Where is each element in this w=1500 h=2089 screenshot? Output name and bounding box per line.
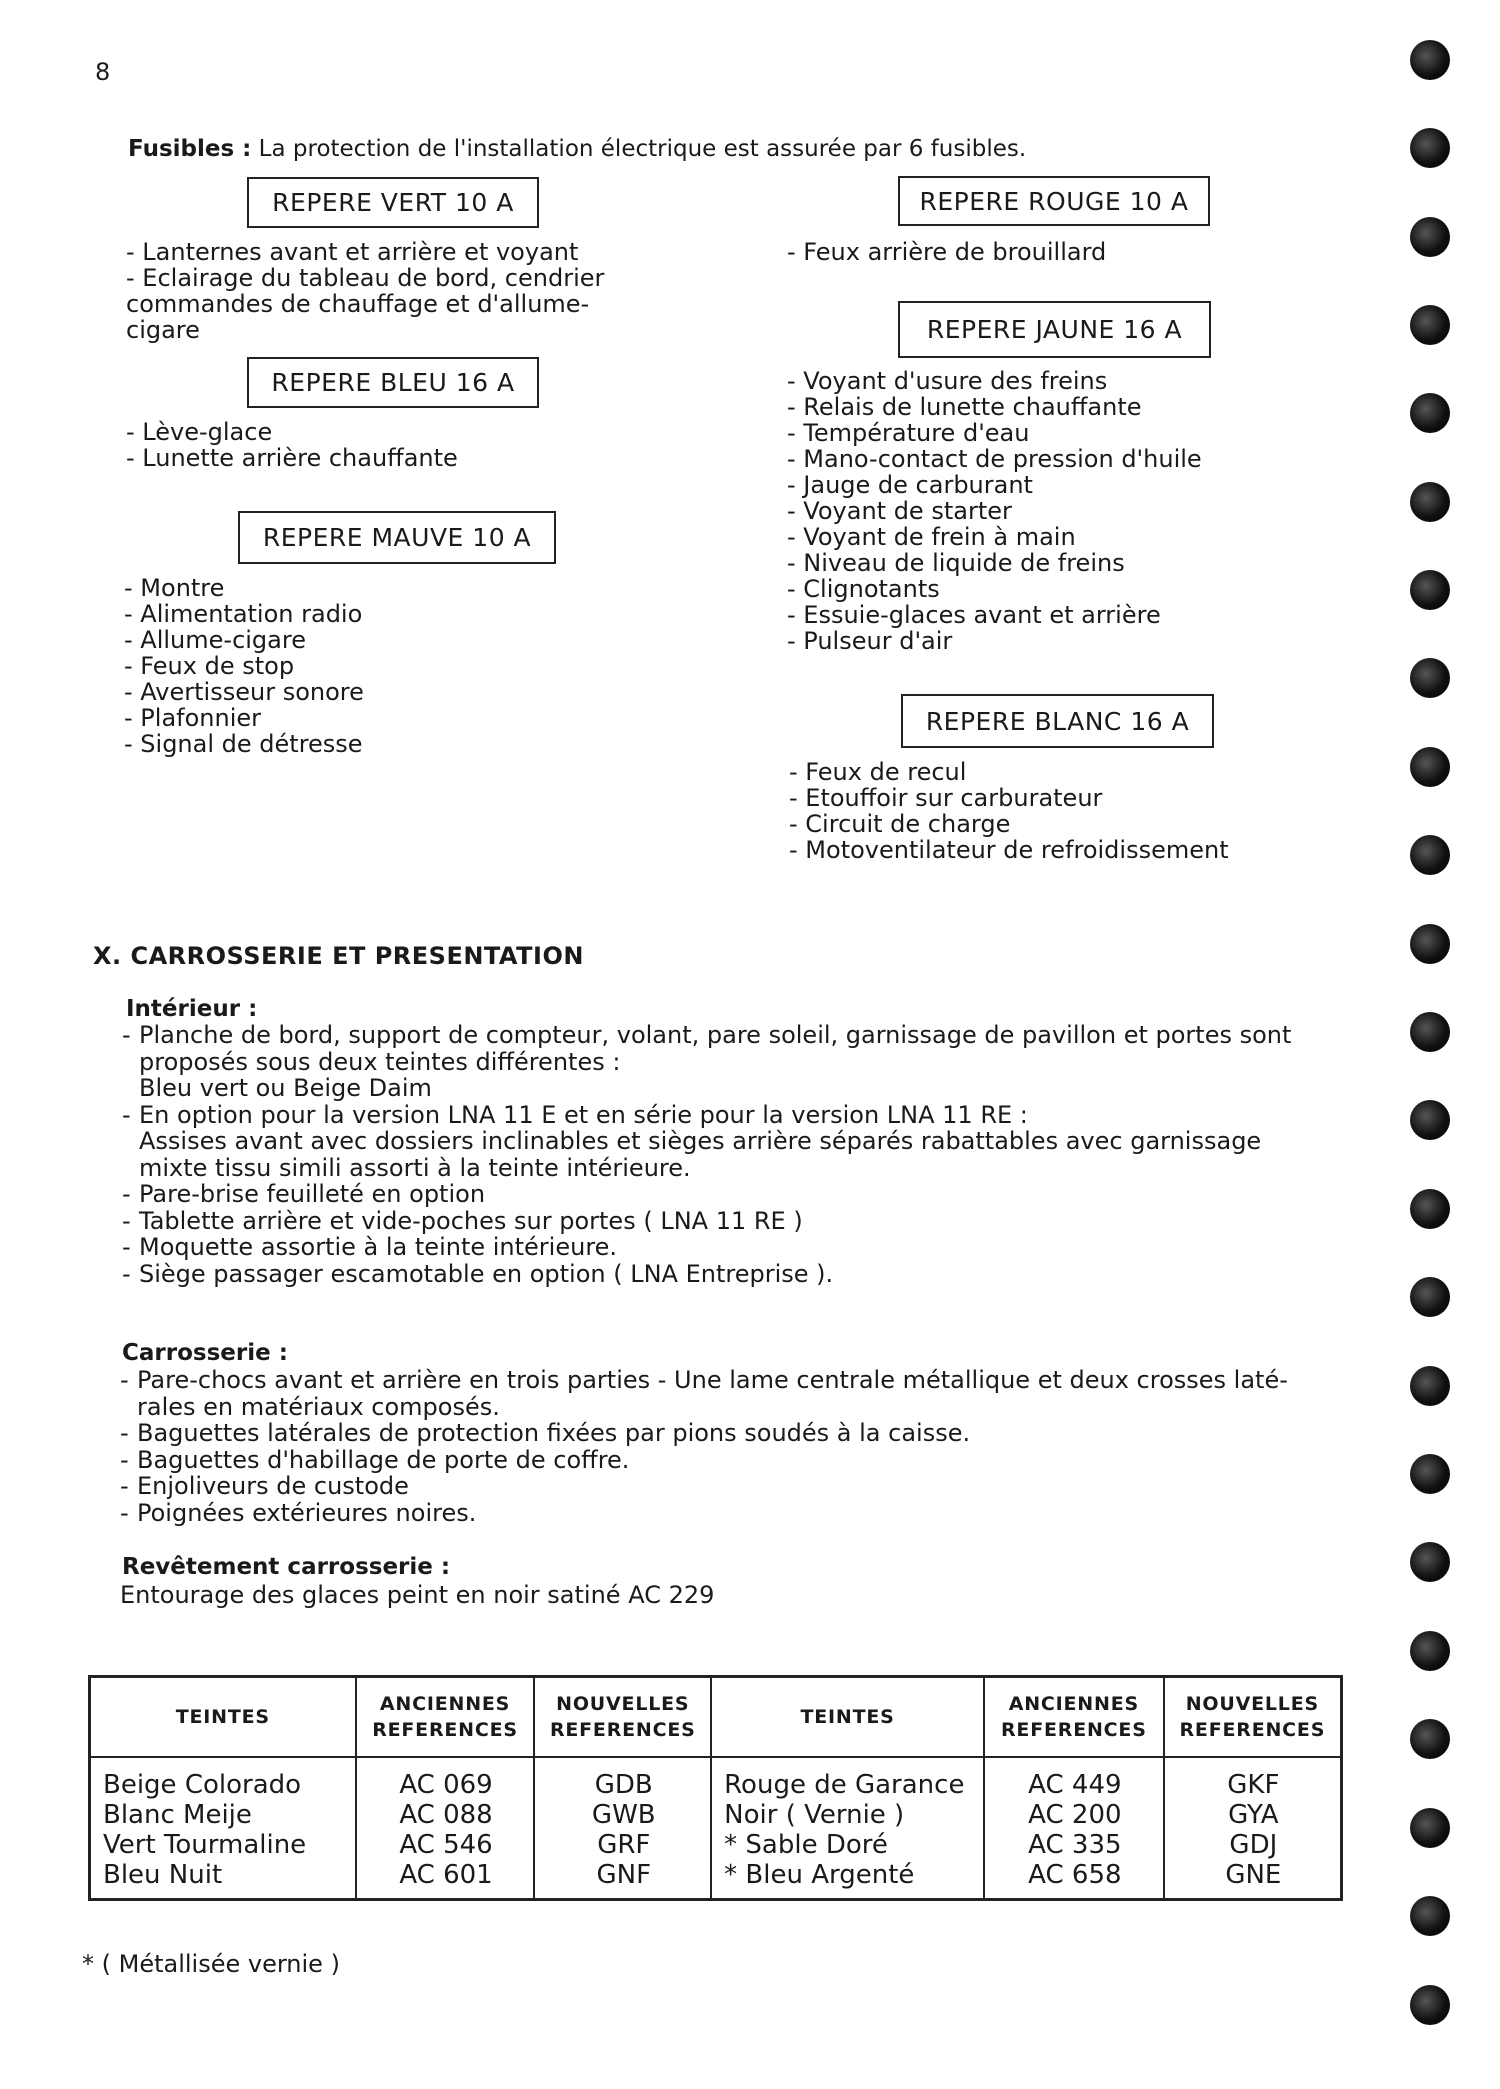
interieur-heading: Intérieur : bbox=[126, 996, 258, 1022]
list-item: - Moquette assortie à la teinte intérieure. bbox=[122, 1233, 618, 1261]
punch-hole bbox=[1410, 658, 1450, 698]
section-title: X. CARROSSERIE ET PRESENTATION bbox=[93, 942, 584, 970]
fuse-marker-blanc: REPERE BLANC 16 A bbox=[901, 694, 1214, 748]
punch-hole bbox=[1410, 1542, 1450, 1582]
table-cell: Rouge de Garance Noir ( Vernie ) * Sable Doré * Bleu Argenté bbox=[711, 1757, 984, 1900]
list-item: - Lève-glace bbox=[126, 419, 646, 445]
fuse-marker-vert: REPERE VERT 10 A bbox=[247, 177, 539, 228]
list-item: - Baguettes d'habillage de porte de coffre. bbox=[120, 1445, 630, 1474]
list-item: - Lanternes avant et arrière et voyant bbox=[126, 239, 646, 265]
table-cell: GDB GWB GRF GNF bbox=[534, 1757, 711, 1900]
list-item: - Avertisseur sonore bbox=[124, 679, 644, 705]
punch-hole bbox=[1410, 1631, 1450, 1671]
table-cell: AC 449 AC 200 AC 335 AC 658 bbox=[984, 1757, 1164, 1900]
punch-hole bbox=[1410, 217, 1450, 257]
list-item: - Clignotants bbox=[787, 576, 1327, 602]
punch-hole bbox=[1410, 835, 1450, 875]
header-teintes: TEINTES bbox=[90, 1677, 356, 1758]
punch-hole bbox=[1410, 1189, 1450, 1229]
header-anciennes-references: ANCIENNES REFERENCES bbox=[356, 1677, 535, 1758]
punch-hole bbox=[1410, 1277, 1450, 1317]
list-item: - Etouffoir sur carburateur bbox=[789, 785, 1329, 811]
footnote: * ( Métallisée vernie ) bbox=[82, 1950, 340, 1978]
list-item: - Pulseur d'air bbox=[787, 628, 1327, 654]
list-item: - Alimentation radio bbox=[124, 601, 644, 627]
page-number: 8 bbox=[95, 58, 111, 86]
list-item: - Motoventilateur de refroidissement bbox=[789, 837, 1329, 863]
list-item: - Jauge de carburant bbox=[787, 472, 1327, 498]
list-item: - Feux de stop bbox=[124, 653, 644, 679]
punch-hole bbox=[1410, 1454, 1450, 1494]
punch-hole bbox=[1410, 40, 1450, 80]
table-cell: AC 069 AC 088 AC 546 AC 601 bbox=[356, 1757, 535, 1900]
punch-hole bbox=[1410, 305, 1450, 345]
list-item: - Planche de bord, support de compteur, volant, pare soleil, garnissage de pavillon et portes sont proposés sous deux teintes différentes : Bleu vert ou Beige Daim bbox=[122, 1021, 1292, 1102]
punch-hole bbox=[1410, 1012, 1450, 1052]
colors-table bbox=[88, 1675, 1343, 1901]
punch-hole bbox=[1410, 570, 1450, 610]
list-item: - Voyant d'usure des freins bbox=[787, 368, 1327, 394]
list-item: - Niveau de liquide de freins bbox=[787, 550, 1327, 576]
fuses-intro-text: La protection de l'installation électrique est assurée par 6 fusibles. bbox=[251, 136, 1027, 162]
fuse-list-jaune bbox=[787, 368, 1327, 654]
header-anciennes-references: ANCIENNES REFERENCES bbox=[984, 1677, 1164, 1758]
table-header-row bbox=[90, 1677, 1342, 1758]
list-item: - Plafonnier bbox=[124, 705, 644, 731]
list-item: - Signal de détresse bbox=[124, 731, 644, 757]
list-item: - Lunette arrière chauffante bbox=[126, 445, 646, 471]
fuses-intro bbox=[128, 136, 1026, 162]
revetement-text: Entourage des glaces peint en noir satiné AC 229 bbox=[120, 1581, 715, 1609]
fuse-list-vert bbox=[126, 239, 646, 343]
list-item: - Circuit de charge bbox=[789, 811, 1329, 837]
list-item: - En option pour la version LNA 11 E et en série pour la version LNA 11 RE : Assises avant avec dossiers inclinables et sièges arrière séparés rabattables avec garnissage mixte tissu simili assorti à la teinte intérieure. bbox=[122, 1100, 1262, 1182]
carrosserie-heading: Carrosserie : bbox=[122, 1340, 288, 1366]
table-row bbox=[90, 1757, 1342, 1900]
punch-hole bbox=[1410, 1100, 1450, 1140]
punch-hole bbox=[1410, 1366, 1450, 1406]
header-nouvelles-references: NOUVELLES REFERENCES bbox=[534, 1677, 711, 1758]
punch-hole bbox=[1410, 924, 1450, 964]
list-item: - Siège passager escamotable en option ( LNA Entreprise ). bbox=[122, 1259, 834, 1288]
carrosserie-list bbox=[120, 1367, 1350, 1526]
punch-hole bbox=[1410, 128, 1450, 168]
list-item: - Feux de recul bbox=[789, 759, 1329, 785]
list-item: - Essuie-glaces avant et arrière bbox=[787, 602, 1327, 628]
fuses-label: Fusibles : bbox=[128, 136, 252, 162]
fuse-marker-bleu: REPERE BLEU 16 A bbox=[247, 357, 539, 408]
list-item: - Baguettes latérales de protection fixées par pions soudés à la caisse. bbox=[120, 1419, 971, 1447]
list-item: - Eclairage du tableau de bord, cendrier commandes de chauffage et d'allume-cigare bbox=[126, 265, 646, 343]
fuse-marker-rouge: REPERE ROUGE 10 A bbox=[898, 176, 1210, 226]
punch-hole bbox=[1410, 482, 1450, 522]
list-item: - Pare-brise feuilleté en option bbox=[122, 1180, 486, 1208]
list-item: - Poignées extérieures noires. bbox=[120, 1498, 477, 1527]
interieur-list bbox=[122, 1022, 1352, 1287]
punch-hole bbox=[1410, 1896, 1450, 1936]
list-item: - Enjoliveurs de custode bbox=[120, 1472, 409, 1500]
fuse-list-bleu bbox=[126, 419, 646, 471]
table-cell: Beige Colorado Blanc Meije Vert Tourmaline Bleu Nuit bbox=[90, 1757, 356, 1900]
list-item: - Tablette arrière et vide-poches sur portes ( LNA 11 RE ) bbox=[122, 1206, 803, 1235]
header-teintes: TEINTES bbox=[711, 1677, 984, 1758]
list-item: - Voyant de frein à main bbox=[787, 524, 1327, 550]
fuse-list-mauve bbox=[124, 575, 644, 757]
list-item: - Voyant de starter bbox=[787, 498, 1327, 524]
punch-hole bbox=[1410, 1719, 1450, 1759]
fuse-marker-jaune: REPERE JAUNE 16 A bbox=[898, 301, 1211, 358]
list-item: - Allume-cigare bbox=[124, 627, 644, 653]
list-item: - Relais de lunette chauffante bbox=[787, 394, 1327, 420]
header-nouvelles-references: NOUVELLES REFERENCES bbox=[1164, 1677, 1342, 1758]
fuse-list-blanc bbox=[789, 759, 1329, 863]
list-item: - Température d'eau bbox=[787, 420, 1327, 446]
list-item: - Montre bbox=[124, 575, 644, 601]
fuse-list-rouge bbox=[787, 239, 1307, 265]
list-item: - Feux arrière de brouillard bbox=[787, 239, 1307, 265]
punch-hole bbox=[1410, 1808, 1450, 1848]
fuse-marker-mauve: REPERE MAUVE 10 A bbox=[238, 511, 556, 564]
punch-hole bbox=[1410, 747, 1450, 787]
list-item: - Pare-chocs avant et arrière en trois parties - Une lame centrale métallique et deux crosses laté- rales en matériaux composés. bbox=[120, 1366, 1288, 1421]
revetement-heading: Revêtement carrosserie : bbox=[122, 1554, 451, 1580]
table-cell: GKF GYA GDJ GNE bbox=[1164, 1757, 1342, 1900]
list-item: - Mano-contact de pression d'huile bbox=[787, 446, 1327, 472]
punch-hole bbox=[1410, 1985, 1450, 2025]
punch-hole bbox=[1410, 393, 1450, 433]
